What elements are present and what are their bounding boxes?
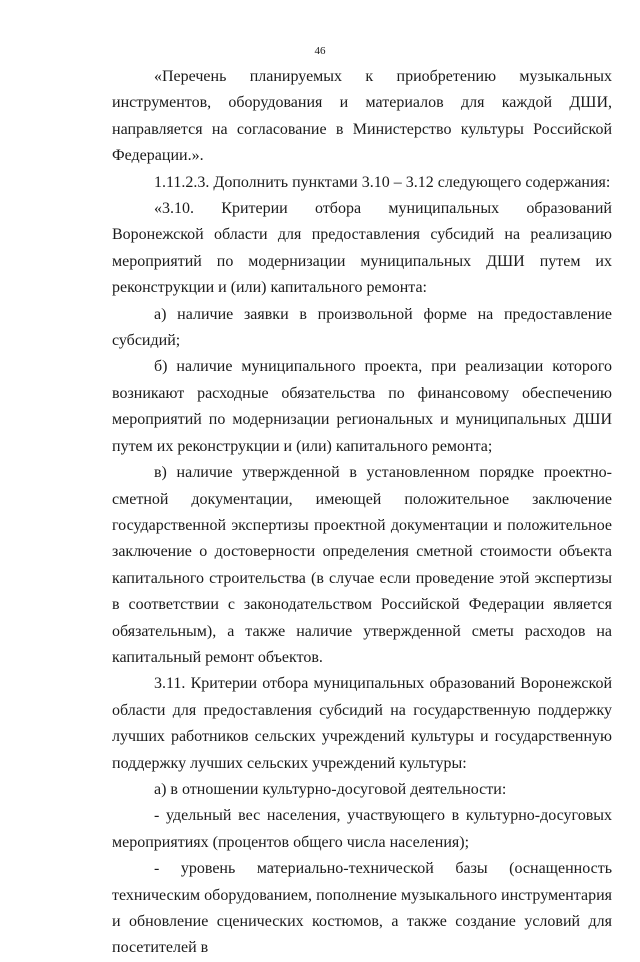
paragraph-criteria-3-10: «3.10. Критерии отбора муниципальных образований Воронежской области для предоставления субсидий на реализацию мероприятий по модернизации муниципальных ДШИ путем их реконструкции и (или) капитального ремонта: (112, 200, 612, 297)
paragraph-dash-population-share: - удельный вес населения, участвующего в культурно-досуговых мероприятиях (процентов общего числа населения); (112, 807, 612, 851)
paragraph-dash-material-base: - уровень материально-технической базы (оснащенность техническим оборудованием, пополнение музыкального инструментария и обновление сценических костюмов, а также создание условий для посетителей в (112, 860, 612, 957)
paragraph-item-v: в) наличие утвержденной в установленном порядке проектно-сметной документации, имеющей положительное заключение государственной экспертизы проектной документации и положительное заключение о достоверности определения сметной стоимости объекта капитального строительства (в случае если проведение этой экспертизы в соответствии с законодательством Российской Федерации является обязательным), а также наличие утвержденной сметы расходов на капитальный ремонт объектов. (112, 464, 612, 666)
paragraph-amendment-1-11-2-3: 1.11.2.3. Дополнить пунктами 3.10 – 3.12 следующего содержания: (154, 173, 611, 191)
paragraph-item-a-cultural: а) в отношении культурно-досуговой деятельности: (154, 780, 507, 798)
page-number: 46 (314, 45, 326, 57)
paragraph-intro-list: «Перечень планируемых к приобретению музыкальных инструментов, оборудования и материалов для каждой ДШИ, направляется на согласование в Министерство культуры Российской Федерации.». (112, 68, 612, 165)
paragraph-criteria-3-11: 3.11. Критерии отбора муниципальных образований Воронежской области для предоставления субсидий на государственную поддержку лучших работников сельских учреждений культуры и государственную поддержку лучших сельских учреждений культуры: (112, 675, 612, 772)
paragraph-item-a: а) наличие заявки в произвольной форме на предоставление субсидий; (112, 305, 612, 350)
document-body (112, 64, 612, 962)
paragraph-item-b: б) наличие муниципального проекта, при реализации которого возникают расходные обязательства по финансовому обеспечению мероприятий по модернизации региональных и муниципальных ДШИ путем их реконструкции и (или) капитального ремонта; (112, 358, 612, 455)
